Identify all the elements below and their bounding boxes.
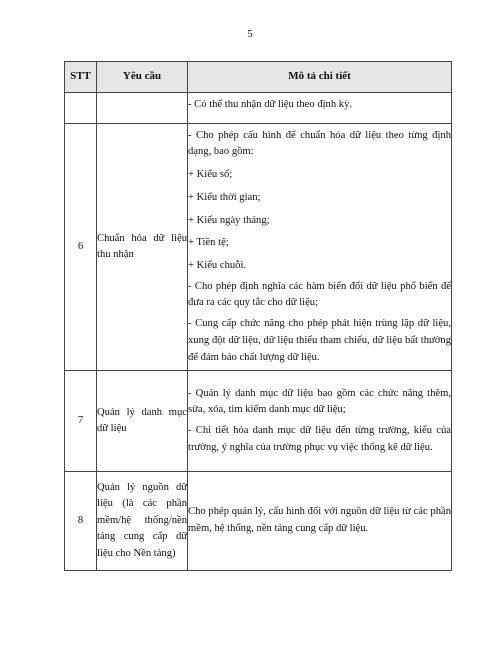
- header-stt: STT: [65, 62, 97, 93]
- page-number: 5: [247, 28, 253, 40]
- description-line: - Cho phép định nghĩa các hàm biến đổi dữ liệu phổ biến để đưa ra các quy tắc cho dữ liệu;: [188, 280, 451, 309]
- cell-requirement: Quản lý nguồn dữ liệu (là các phần mềm/hệ thống/nền tảng cung cấp dữ liệu cho Nền tảng): [97, 472, 188, 571]
- description-line: + Kiểu thời gian;: [188, 191, 261, 203]
- table-row: [65, 472, 452, 571]
- description-line: + Kiểu ngày tháng;: [188, 214, 270, 226]
- cell-stt: 7: [65, 371, 97, 472]
- header-requirement: Yêu cầu: [97, 62, 188, 93]
- requirements-table: [64, 61, 452, 571]
- description-line: + Kiểu số;: [188, 169, 233, 181]
- description-line: Cho phép quản lý, cấu hình đối với nguồn dữ liệu từ các phần mềm, hệ thống, nền tảng cung cấp dữ liệu.: [188, 506, 451, 534]
- cell-description: [188, 124, 452, 371]
- description-line: - Chi tiết hóa danh mục dữ liệu đến từng trường, kiểu của trường, ý nghĩa của trường phục vụ việc thống kê dữ liệu.: [188, 425, 451, 453]
- description-line: + Kiểu chuỗi.: [188, 260, 247, 271]
- description-line: - Cho phép cấu hình để chuẩn hóa dữ liệu theo từng định dạng, bao gồm:: [188, 129, 451, 158]
- table-row: [65, 124, 452, 371]
- cell-description: [188, 93, 452, 124]
- description-line: - Có thể thu nhận dữ liệu theo định kỳ.: [188, 99, 353, 110]
- cell-stt: 8: [65, 472, 97, 571]
- cell-requirement: Quản lý danh mục dữ liệu: [97, 371, 188, 472]
- table-header-row: [65, 62, 452, 93]
- description-line: - Quản lý danh mục dữ liệu bao gồm các chức năng thêm, sửa, xóa, tìm kiếm danh mục dữ liệu;: [188, 387, 451, 416]
- cell-description: [188, 472, 452, 571]
- cell-description: [188, 371, 452, 472]
- cell-requirement: [97, 93, 188, 124]
- table-row: [65, 371, 452, 472]
- header-description: Mô tả chi tiết: [188, 62, 452, 93]
- description-line: - Cung cấp chức năng cho phép phát hiện trùng lặp dữ liệu, xung đột dữ liệu, dữ liệu thiếu tham chiếu, dữ liệu bất thường để đảm bảo chất lượng dữ liệu.: [188, 318, 451, 363]
- table-row-continuation: [65, 93, 452, 124]
- cell-requirement: Chuẩn hóa dữ liệu thu nhận: [97, 124, 188, 371]
- cell-stt: [65, 93, 97, 124]
- cell-stt: 6: [65, 124, 97, 371]
- description-line: + Tiền tệ;: [188, 237, 229, 249]
